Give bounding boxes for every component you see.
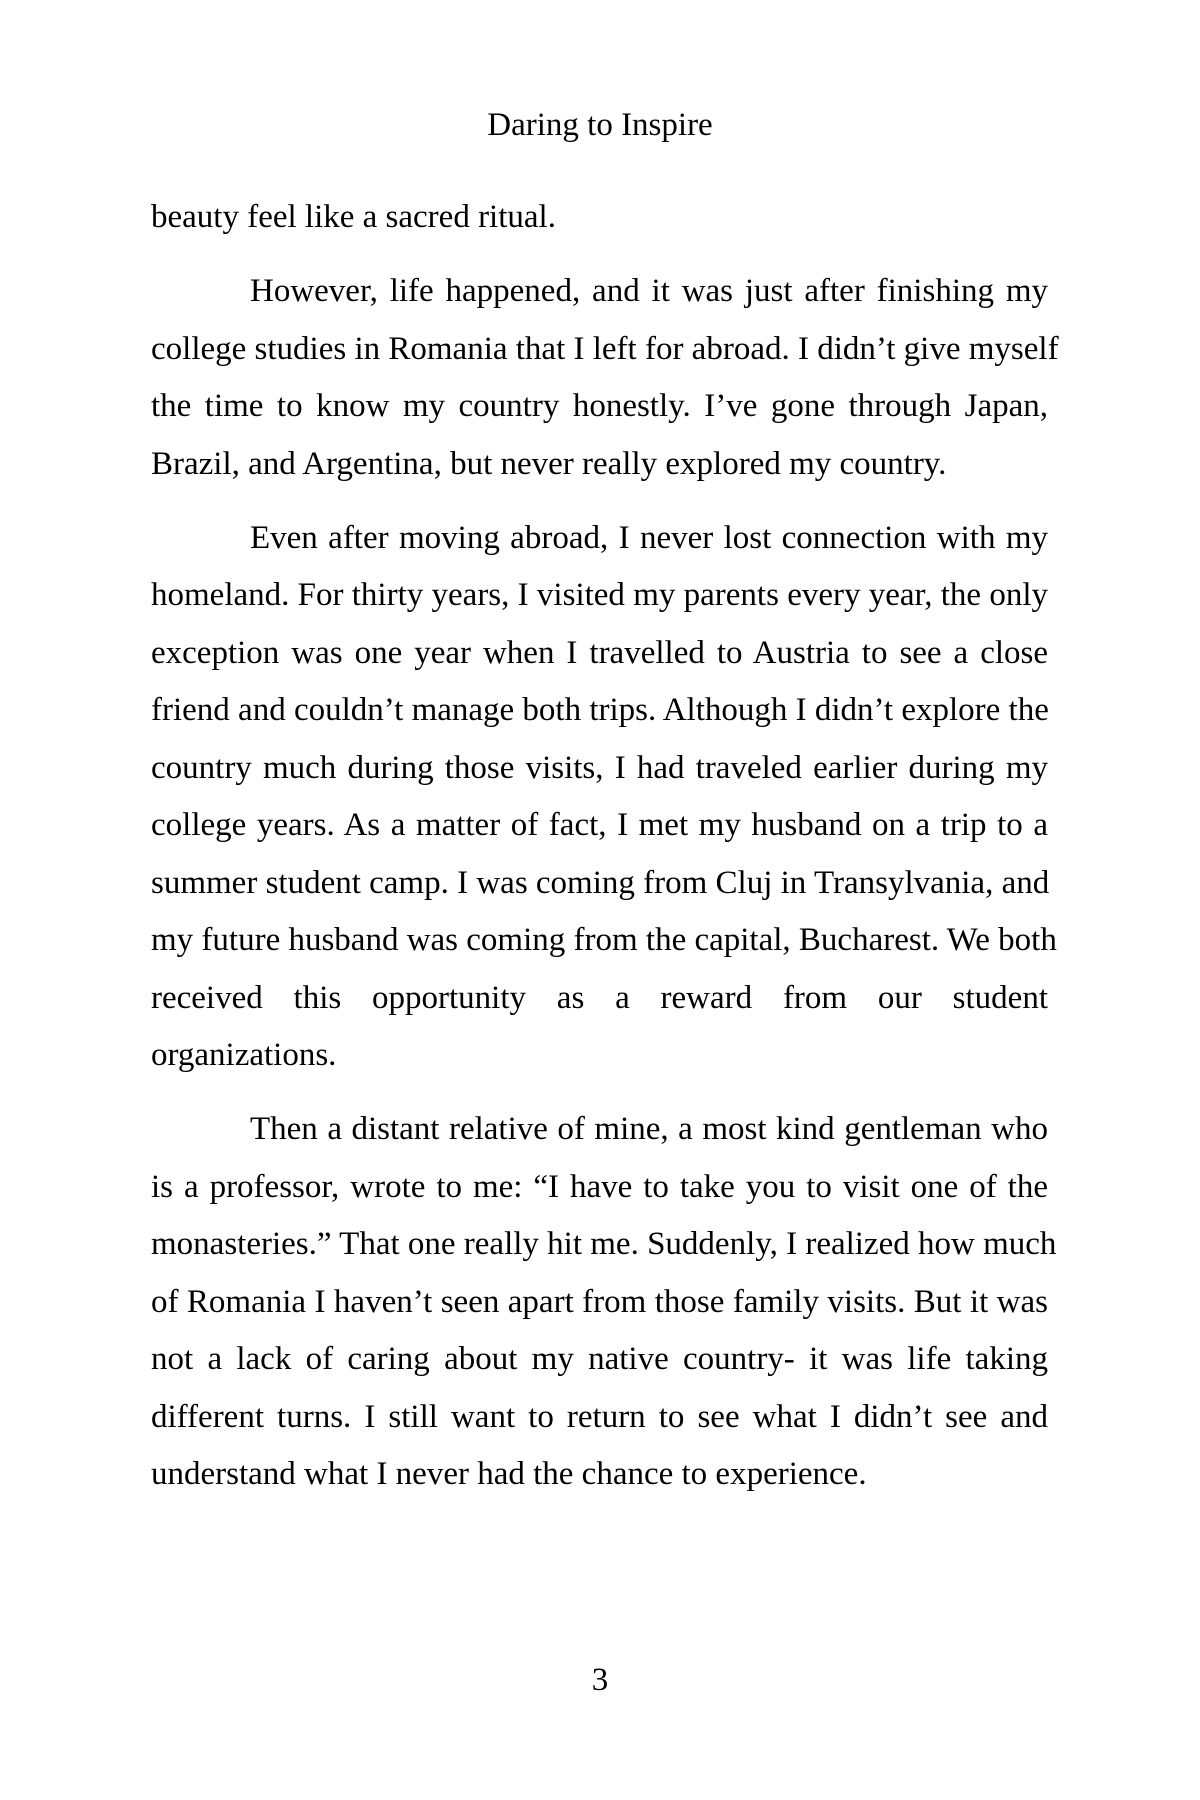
paragraph-3	[151, 510, 1057, 1085]
text-line: homeland. For thirty years, I visited my parents every year, the only	[151, 577, 1048, 613]
text-line: exception was one year when I travelled to Austria to see a close	[151, 634, 1048, 671]
page-number: 3	[591, 1662, 609, 1698]
text-line: college studies in Romania that I left for abroad. I didn’t give myself	[151, 330, 1059, 367]
text-line: the time to know my country honestly. I’ve gone through Japan,	[151, 388, 1048, 424]
paragraph-2	[151, 263, 1059, 493]
text-line: understand what I never had the chance to experience.	[151, 1456, 867, 1492]
text-line: However, life happened, and it was just after finishing my	[250, 273, 1048, 309]
text-line: organizations.	[151, 1037, 337, 1073]
paragraph-4	[151, 1101, 1057, 1504]
text-line: college years. As a matter of fact, I met my husband on a trip to a	[151, 807, 1048, 843]
text-line: not a lack of caring about my native country- it was life taking	[151, 1341, 1048, 1377]
text-line: of Romania I haven’t seen apart from those family visits. But it was	[151, 1283, 1048, 1320]
text-line: Then a distant relative of mine, a most kind gentleman who	[250, 1111, 1048, 1147]
running-header-title: Daring to Inspire	[487, 107, 713, 143]
text-line: beauty feel like a sacred ritual.	[151, 199, 556, 235]
text-line: my future husband was coming from the capital, Bucharest. We both	[151, 922, 1057, 958]
paragraph-1	[151, 189, 1048, 247]
text-line: friend and couldn’t manage both trips. Although I didn’t explore the	[151, 692, 1049, 728]
text-line: is a professor, wrote to me: “I have to take you to visit one of the	[151, 1168, 1048, 1205]
text-line: monasteries.” That one really hit me. Suddenly, I realized how much	[151, 1226, 1057, 1262]
text-line: Brazil, and Argentina, but never really explored my country.	[151, 445, 947, 482]
text-line: different turns. I still want to return to see what I didn’t see and	[151, 1398, 1048, 1435]
text-line: received this opportunity as a reward from our student	[151, 979, 1048, 1016]
body-text	[151, 189, 1059, 1520]
text-line: Even after moving abroad, I never lost connection with my	[250, 519, 1048, 556]
text-line: summer student camp. I was coming from Cluj in Transylvania, and	[151, 864, 1050, 901]
text-line: country much during those visits, I had traveled earlier during my	[151, 749, 1048, 786]
